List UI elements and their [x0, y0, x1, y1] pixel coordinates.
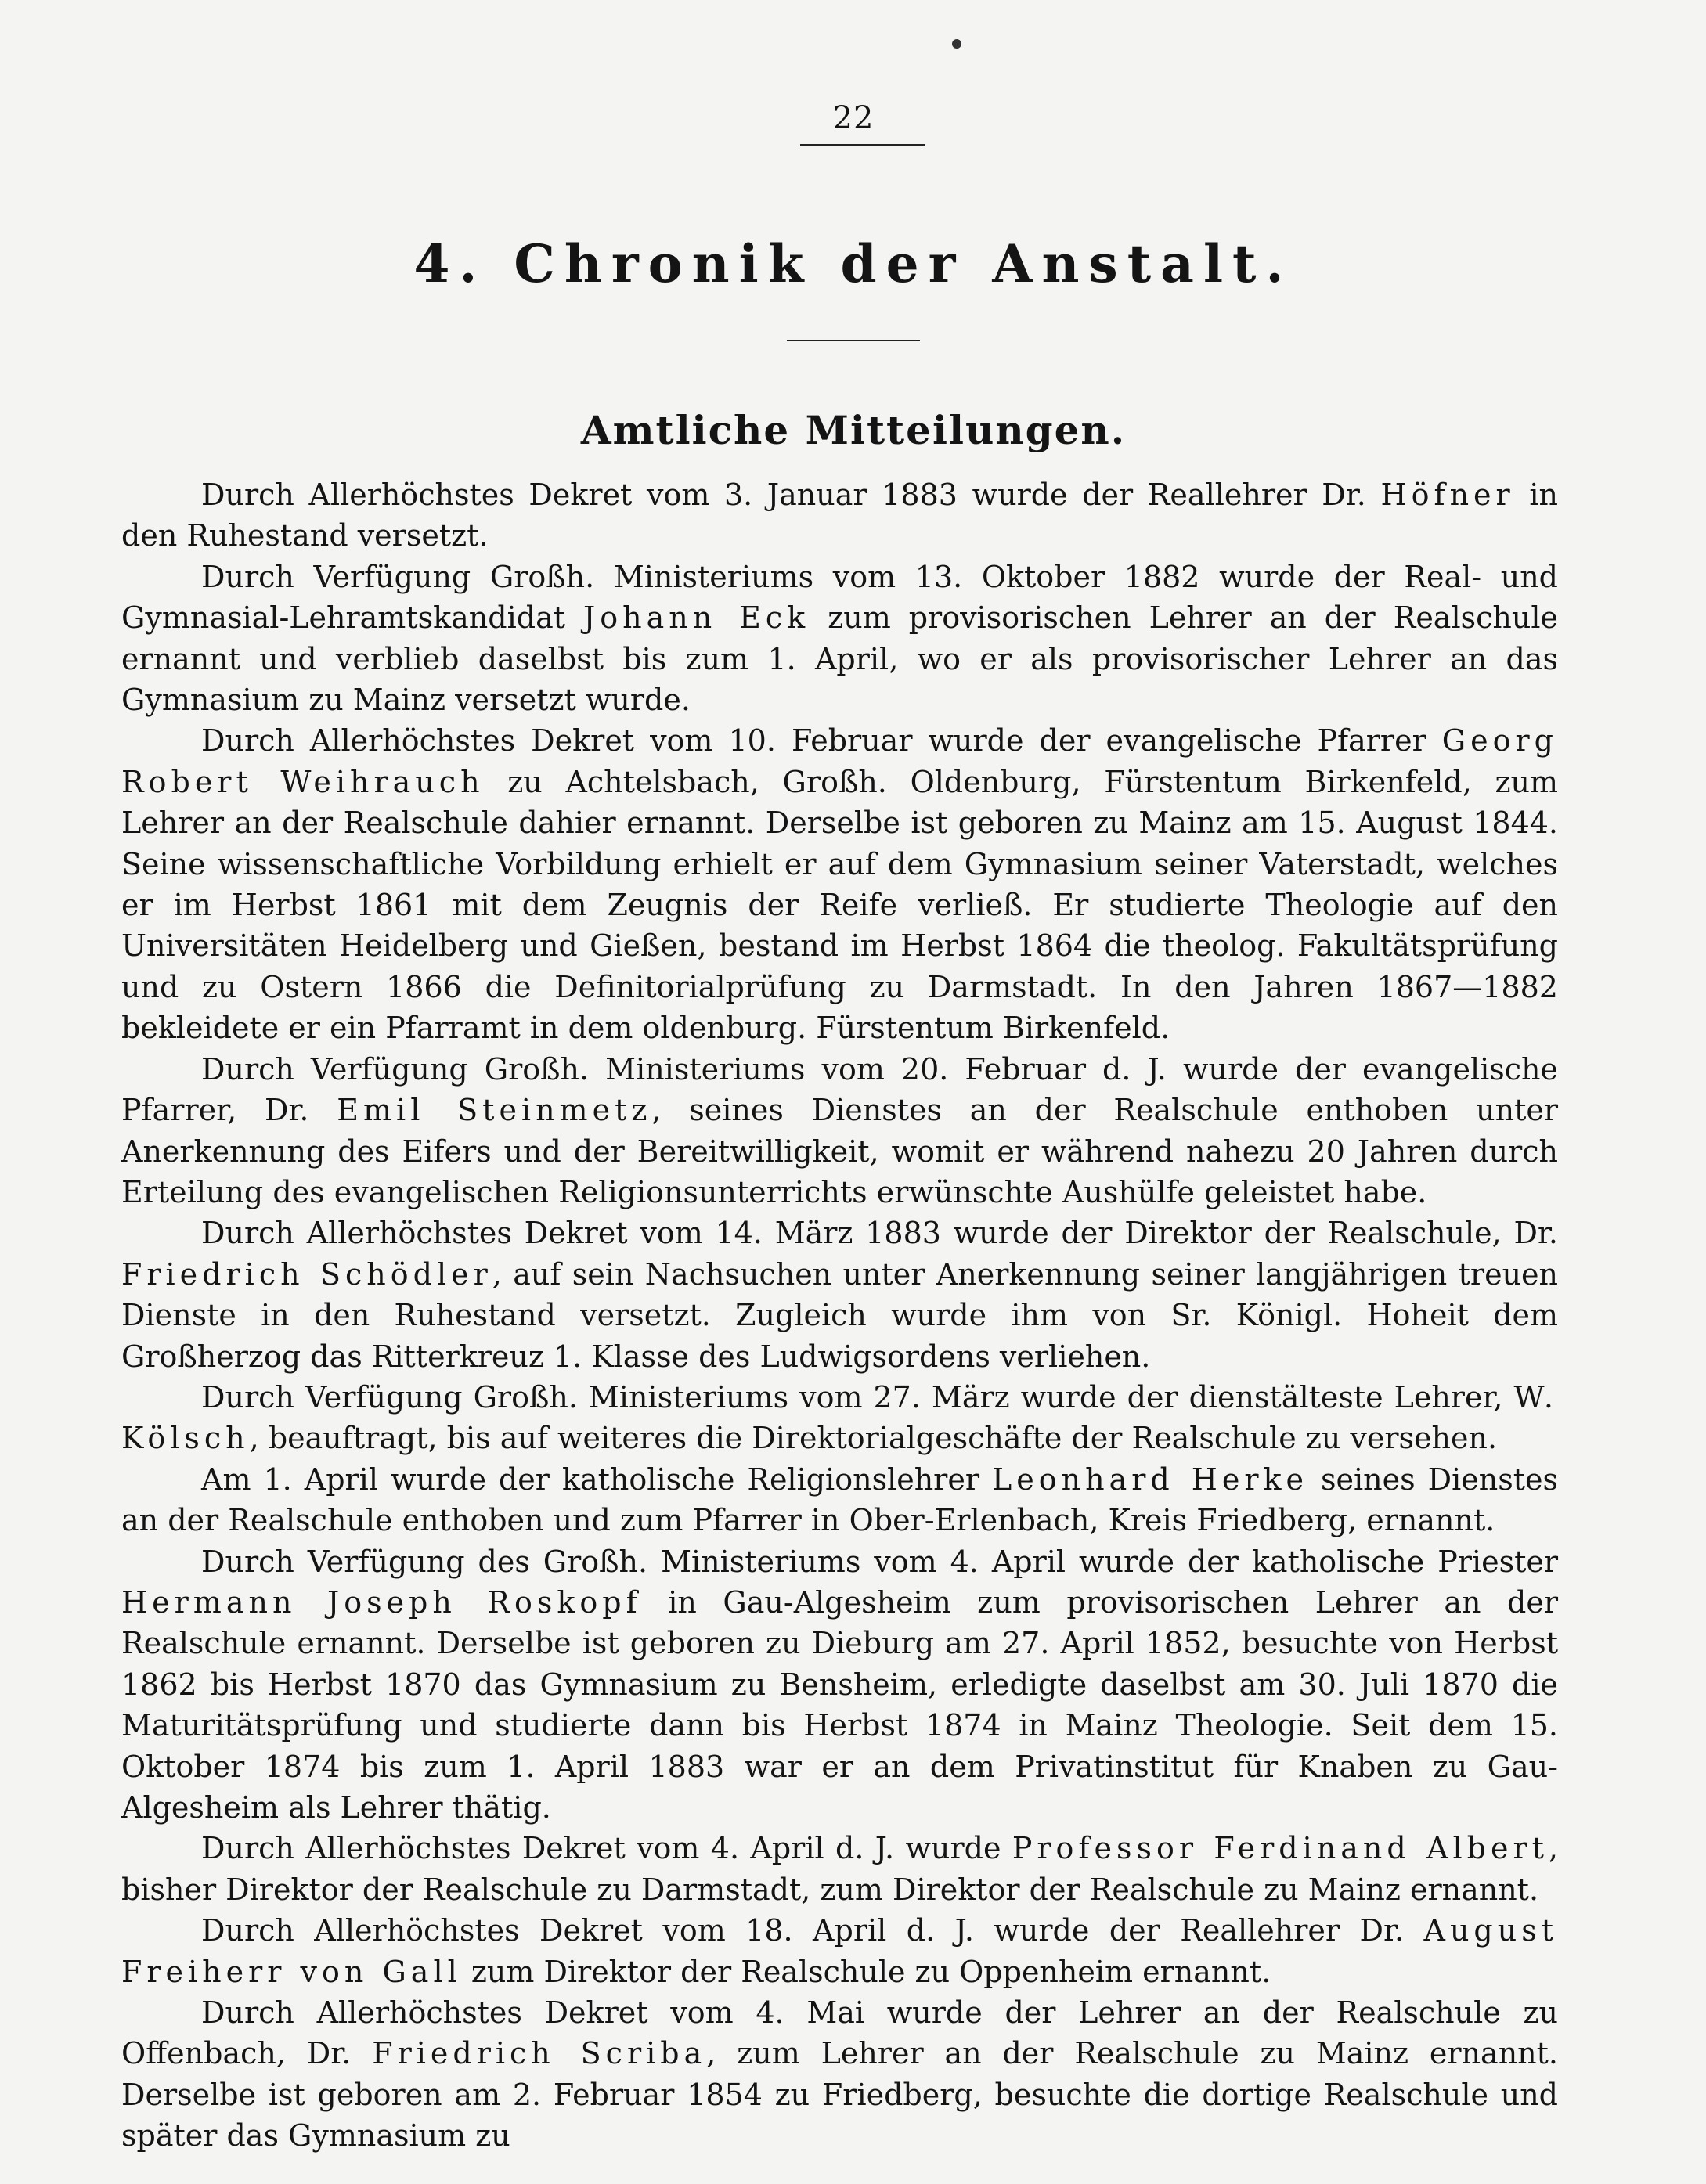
text-run: zum Direktor der Realschule zu Oppenheim ernannt. — [461, 1954, 1271, 1989]
person-name: Friedrich Scriba — [372, 2036, 707, 2071]
text-run: in den Ruhestand versetzt. — [121, 478, 1558, 553]
text-run: zu Achtelsbach, Großh. Oldenburg, Fürstentum Birkenfeld, zum Lehrer an der Realschule dahier ernannt. Derselbe ist geboren zu Mainz am 15. August 1844. Seine wissenschaftliche Vorbildung erhielt er auf dem Gymnasium seiner Vaterstadt, welches er im Herbst 1861 mit dem Zeugnis der Reife verließ. Er studierte Theologie auf den Universitäten Heidelberg und Gießen, bestand im Herbst 1864 die theolog. Fakultätsprüfung und zu Ostern 1866 die Definitorialprüfung zu Darmstadt. In den Jahren 1867—1882 bekleidete er ein Pfarramt in dem oldenburg. Fürstentum Birkenfeld. — [121, 764, 1558, 1046]
text-run: Durch Allerhöchstes Dekret vom 4. Mai wurde der Lehrer an der Realschule zu Offenbach, Dr. — [121, 1995, 1558, 2071]
text-run: , seines Dienstes an der Realschule enthoben unter Anerkennung des Eifers und der Bereitwilligkeit, womit er während nahezu 20 Jahren durch Erteilung des evangelischen Religionsunterrichts erwünschte Aushülfe geleistet habe. — [121, 1093, 1558, 1209]
page-number: 22 — [832, 100, 875, 136]
person-name: Johann Eck — [582, 600, 810, 636]
paragraph — [121, 1459, 1558, 1541]
text-run: Durch Verfügung Großh. Ministeriums vom 20. Februar d. J. wurde der evangelische Pfarrer, Dr. — [121, 1051, 1558, 1128]
chapter-title: 4. Chronik der Anstalt. — [413, 233, 1293, 294]
text-run: Durch Verfügung Großh. Ministeriums vom 27. März wurde der dienstälteste Lehrer, — [201, 1379, 1514, 1415]
text-run: in Gau-Algesheim zum provisorischen Lehrer an der Realschule ernannt. Derselbe ist geboren zu Dieburg am 27. April 1852, besuchte von Herbst 1862 bis Herbst 1870 das Gymnasium zu Bensheim, erledigte daselbst am 30. Juli 1870 die Maturitätsprüfung und studierte dann bis Herbst 1874 in Mainz Theologie. Seit dem 15. Oktober 1874 bis zum 1. April 1883 war er an dem Privatinstitut für Knaben zu Gau-Algesheim als Lehrer thätig. — [121, 1584, 1558, 1825]
paragraph — [121, 1910, 1558, 1992]
section-title: Amtliche Mitteilungen. — [580, 407, 1127, 453]
page-number-rule — [800, 144, 925, 146]
paragraph — [121, 1377, 1558, 1459]
title-divider — [787, 340, 920, 341]
text-run: , bisher Direktor der Realschule zu Darmstadt, zum Direktor der Realschule zu Mainz ernannt. — [121, 1831, 1559, 1907]
article-body — [121, 474, 1558, 2157]
person-name: Georg Robert Weihrauch — [121, 723, 1558, 799]
paragraph — [121, 1992, 1558, 2157]
paragraph — [121, 557, 1558, 721]
paragraph — [121, 1541, 1558, 1829]
text-run: Durch Verfügung Großh. Ministeriums vom 13. Oktober 1882 wurde der Real- und Gymnasial-Lehramtskandidat — [121, 559, 1558, 636]
person-name: Friedrich Schödler — [121, 1256, 492, 1292]
paragraph — [121, 720, 1558, 1048]
text-run: , auf sein Nachsuchen unter Anerkennung seiner langjährigen treuen Dienste in den Ruhestand versetzt. Zugleich wurde ihm von Sr. Königl. Hoheit dem Großherzog das Ritterkreuz 1. Klasse des Ludwigsordens verliehen. — [121, 1256, 1558, 1374]
paragraph — [121, 1828, 1558, 1910]
person-name: August Freiherr von Gall — [121, 1913, 1558, 1989]
person-name: Höfner — [1380, 478, 1515, 512]
ink-dot — [952, 39, 961, 49]
text-run: Durch Verfügung des Großh. Ministeriums vom 4. April wurde der katholische Priester — [201, 1544, 1558, 1579]
person-name: Emil Steinmetz — [337, 1093, 652, 1128]
text-run: zum provisorischen Lehrer an der Realschule ernannt und verblieb daselbst bis zum 1. April, wo er als provisorischer Lehrer an das Gymnasium zu Mainz versetzt wurde. — [121, 600, 1558, 718]
text-run: Durch Allerhöchstes Dekret vom 18. April d. J. wurde der Reallehrer Dr. — [201, 1913, 1424, 1948]
paragraph — [121, 1049, 1558, 1213]
person-name: W. Kölsch — [121, 1379, 1558, 1456]
text-run: Durch Allerhöchstes Dekret vom 3. Januar 1883 wurde der Reallehrer Dr. — [201, 478, 1381, 512]
text-run: seines Dienstes an der Realschule enthoben und zum Pfarrer in Ober-Erlenbach, Kreis Friedberg, ernannt. — [121, 1461, 1558, 1538]
person-name: Hermann Joseph Roskopf — [121, 1584, 642, 1620]
text-run: Durch Allerhöchstes Dekret vom 4. April d. J. wurde — [201, 1831, 1012, 1866]
person-name: Leonhard Herke — [992, 1461, 1309, 1497]
text-run: , beauftragt, bis auf weiteres die Direktorialgeschäfte der Realschule zu versehen. — [249, 1421, 1498, 1456]
paragraph — [121, 1213, 1558, 1377]
paragraph — [121, 474, 1558, 557]
text-run: Durch Allerhöchstes Dekret vom 10. Februar wurde der evangelische Pfarrer — [201, 723, 1442, 759]
text-run: , zum Lehrer an der Realschule zu Mainz ernannt. Derselbe ist geboren am 2. Februar 1854 zu Friedberg, besuchte die dortige Realschule und später das Gymnasium zu — [121, 2036, 1558, 2153]
text-run: Durch Allerhöchstes Dekret vom 14. März 1883 wurde der Direktor der Realschule, Dr. — [201, 1216, 1558, 1251]
person-name: Professor Ferdinand Albert — [1012, 1831, 1549, 1866]
text-run: Am 1. April wurde der katholische Religionslehrer — [201, 1461, 993, 1497]
